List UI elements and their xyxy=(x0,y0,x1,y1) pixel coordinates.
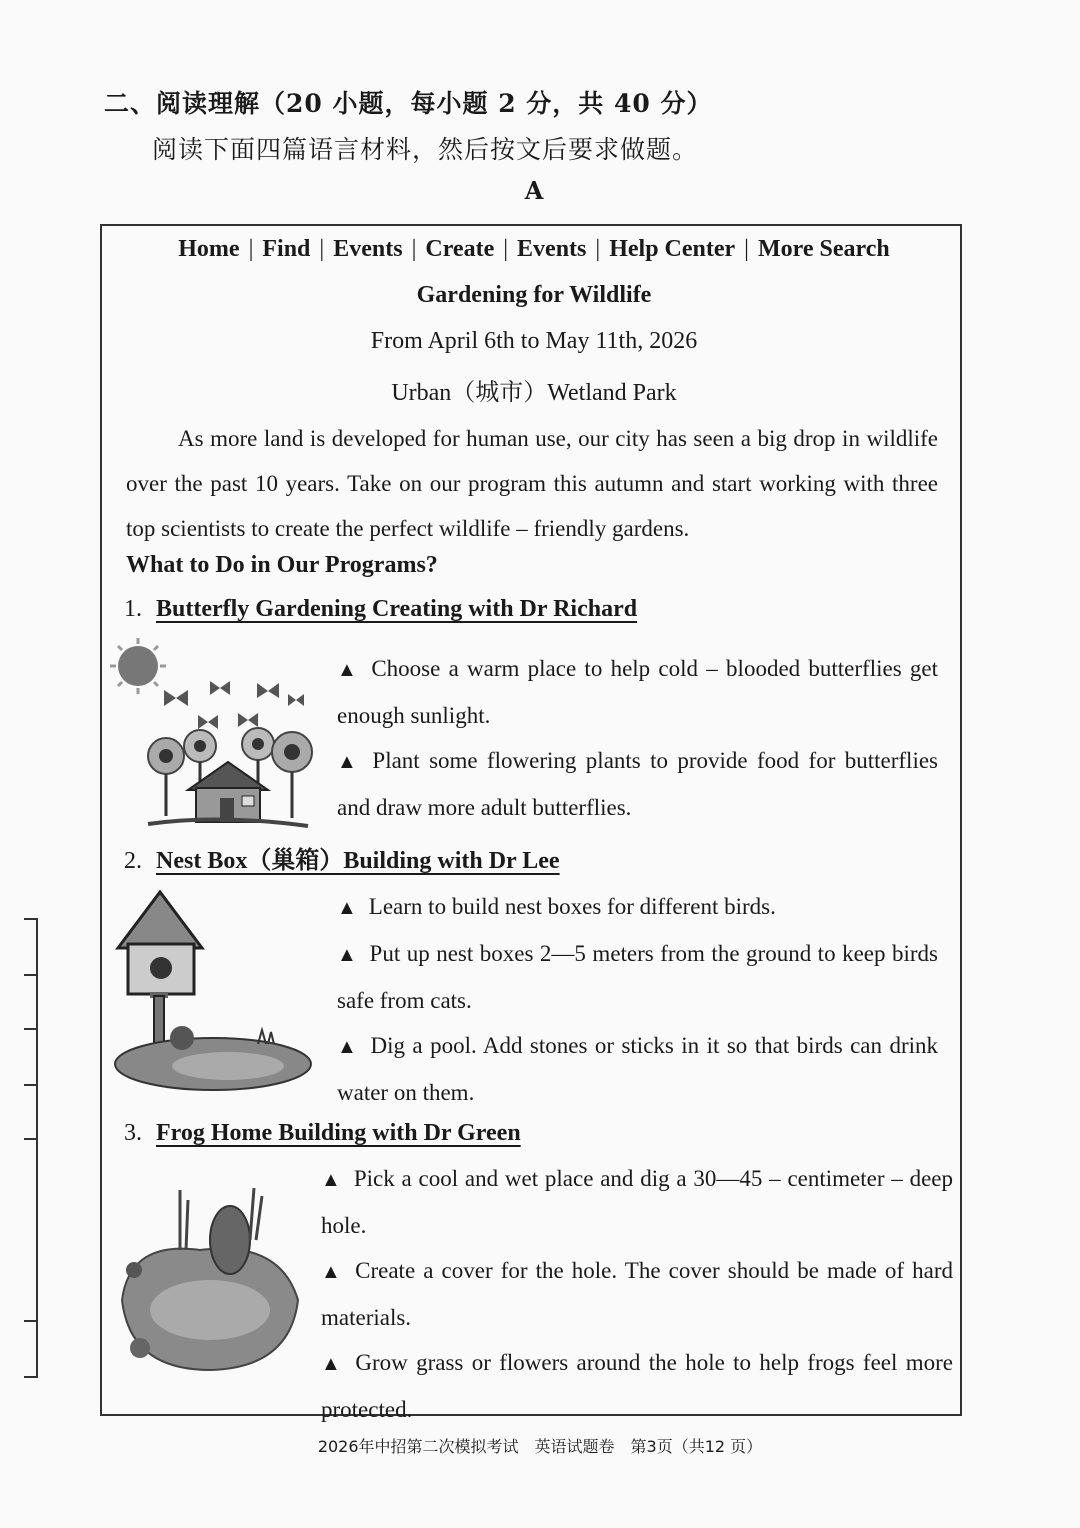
programs-heading: What to Do in Our Programs? xyxy=(126,552,438,578)
program-number: 3. xyxy=(124,1120,142,1146)
nav-item-find[interactable]: Find xyxy=(262,236,311,262)
nav-item-create[interactable]: Create xyxy=(425,236,495,262)
nav-bar: Home | Find | Events | Create | Events | Help Center | More Search xyxy=(178,236,890,262)
bullet: ▲ Put up nest boxes 2—5 meters from the ground to keep birds safe from cats. xyxy=(337,941,938,1013)
intro-paragraph: As more land is developed for human use, our city has seen a big drop in wildlife over the past 10 years. Take on our program this autumn and start working with three top scientists to create the perfect wildlife – friendly gardens. xyxy=(126,426,938,541)
event-title: Gardening for Wildlife xyxy=(416,282,652,308)
binding-tick xyxy=(24,1320,38,1322)
nav-item-more-search[interactable]: More Search xyxy=(757,236,890,262)
bullet: ▲ Pick a cool and wet place and dig a 30—45 – centimeter – deep hole. xyxy=(321,1166,953,1238)
sun-icon xyxy=(110,638,166,694)
bullet: ▲ Plant some flowering plants to provide food for butterflies and draw more adult butterflies. xyxy=(337,748,938,820)
program-2-bullets xyxy=(337,884,938,1115)
frog-home-icon xyxy=(122,1188,298,1370)
binding-tick xyxy=(24,1138,38,1140)
program-number: 2. xyxy=(124,848,142,874)
program-title: Frog Home Building with Dr Green xyxy=(156,1120,521,1146)
frog-home-illustration xyxy=(110,1180,305,1380)
bullet: ▲ Dig a pool. Add stones or sticks in it so that birds can drink water on them. xyxy=(337,1033,938,1105)
program-number: 1. xyxy=(124,596,142,622)
event-dates: From April 6th to May 11th, 2026 xyxy=(370,328,698,354)
butterfly-garden-illustration xyxy=(108,636,323,836)
binding-tick xyxy=(24,1028,38,1030)
passage-label: A xyxy=(524,176,544,205)
binding-tick xyxy=(24,918,38,920)
binding-tick xyxy=(24,1084,38,1086)
section-instruction: 阅读下面四篇语言材料，然后按文后要求做题。 xyxy=(152,135,699,164)
binding-margin-line xyxy=(36,918,38,1378)
nav-item-help-center[interactable]: Help Center xyxy=(609,236,736,262)
nav-item-events-2[interactable]: Events xyxy=(517,236,587,262)
program-title: Nest Box（巢箱）Building with Dr Lee xyxy=(156,848,560,874)
nest-box-illustration xyxy=(108,888,313,1098)
program-3-bullets xyxy=(321,1156,953,1432)
nav-item-home[interactable]: Home xyxy=(178,236,240,262)
program-1-heading xyxy=(124,596,637,623)
section-title: 二、阅读理解（20 小题，每小题 2 分，共 40 分） xyxy=(104,89,713,118)
event-venue: Urban（城市）Wetland Park xyxy=(391,380,677,406)
binding-tick xyxy=(24,974,38,976)
program-3-heading xyxy=(124,1120,521,1147)
program-2-heading xyxy=(124,840,560,875)
bullet: ▲ Create a cover for the hole. The cover should be made of hard materials. xyxy=(321,1258,954,1330)
bullet: ▲ Grow grass or flowers around the hole to help frogs feel more protected. xyxy=(321,1350,953,1422)
page-footer: 2026年中招第二次模拟考试 英语试题卷 第3页（共12 页） xyxy=(317,1437,763,1456)
pond-icon xyxy=(115,1026,311,1090)
butterfly-icon xyxy=(164,681,304,729)
program-title: Butterfly Gardening Creating with Dr Richard xyxy=(156,596,638,622)
program-1-bullets xyxy=(337,646,938,830)
nav-item-events[interactable]: Events xyxy=(333,236,403,262)
binding-tick xyxy=(24,1376,38,1378)
bullet: ▲ Learn to build nest boxes for different birds. xyxy=(337,894,776,919)
bullet: ▲ Choose a warm place to help cold – blooded butterflies get enough sunlight. xyxy=(337,656,939,728)
